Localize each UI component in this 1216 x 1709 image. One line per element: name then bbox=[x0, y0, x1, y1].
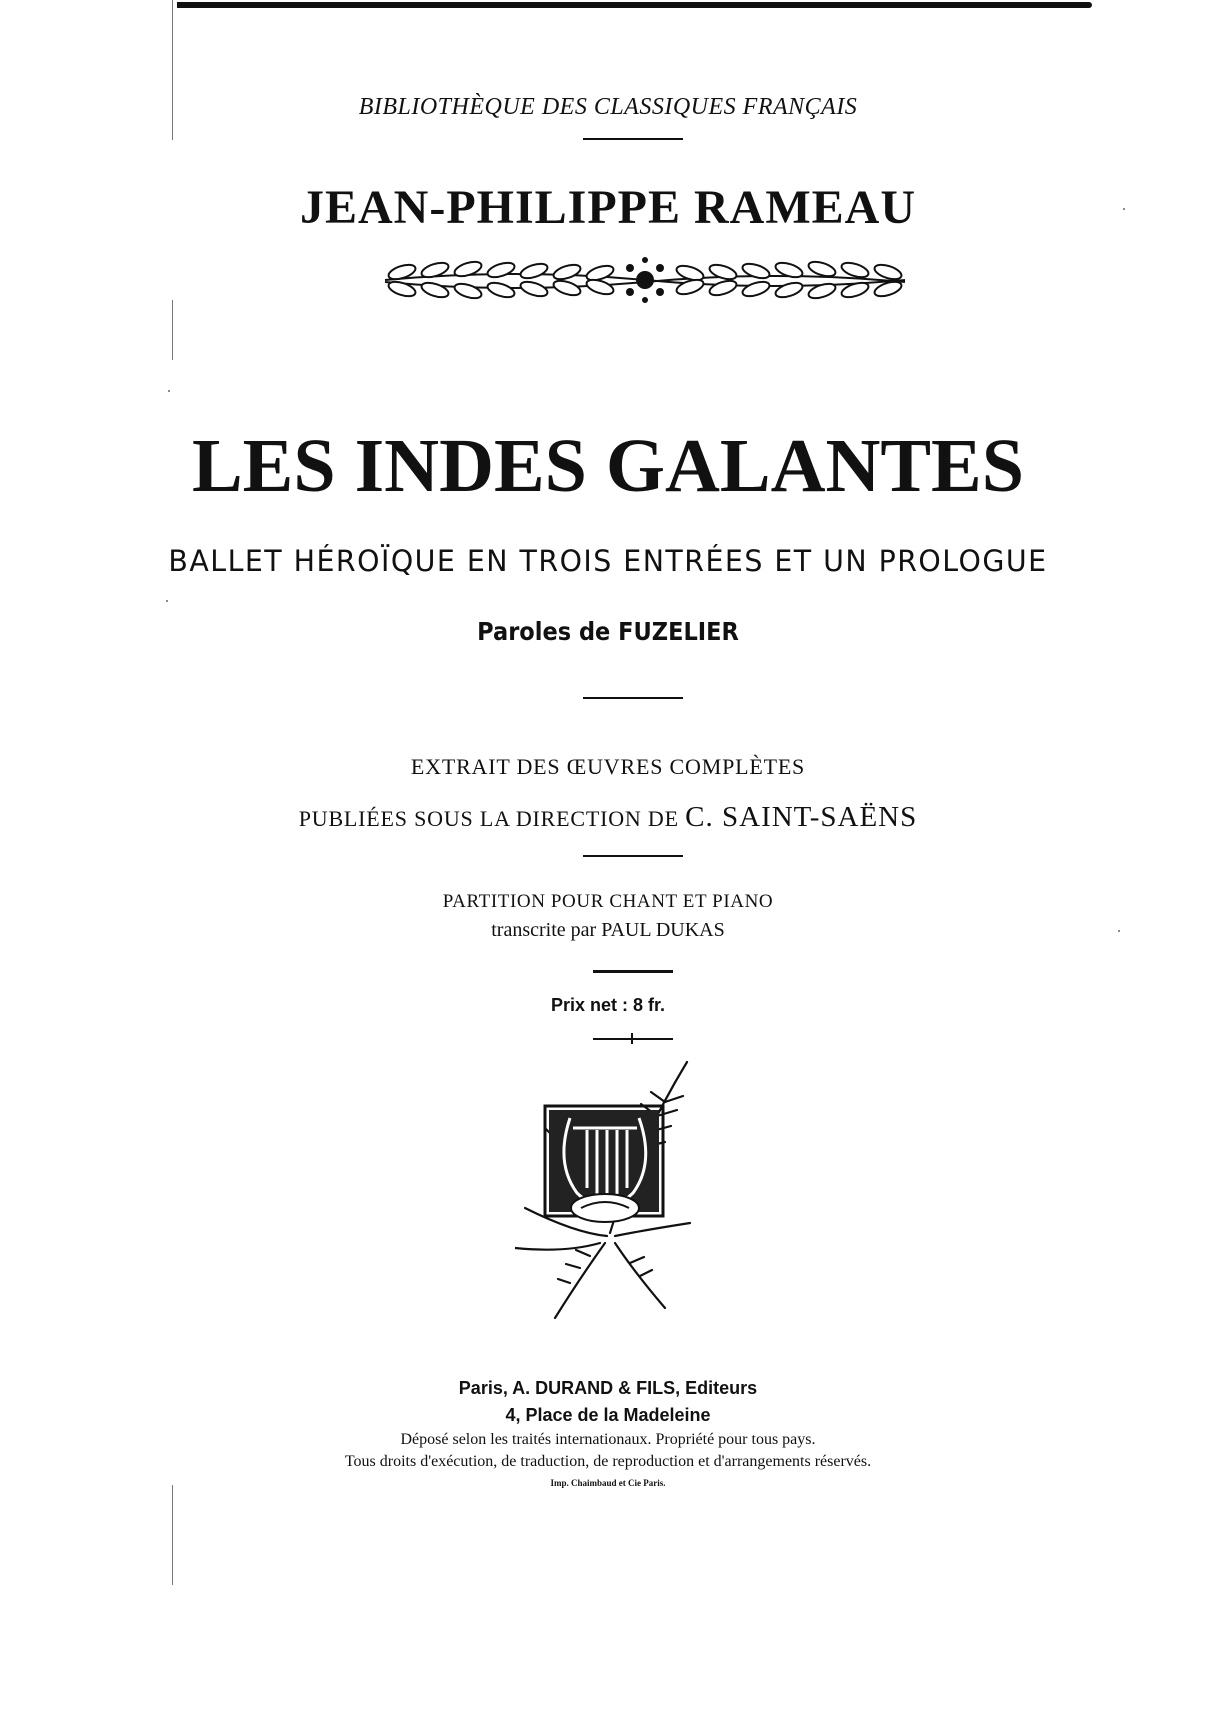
work-title: LES INDES GALANTES bbox=[191, 424, 1025, 508]
composer-name: JEAN-PHILIPPE RAMEAU bbox=[300, 181, 916, 234]
price-line: Prix net : 8 fr. bbox=[550, 995, 666, 1015]
librettist-credit: Paroles de FUZELIER bbox=[477, 617, 739, 646]
left-edge-mark bbox=[172, 1485, 173, 1585]
edition-direction-line bbox=[0, 801, 1216, 834]
top-border-rule bbox=[177, 2, 1092, 8]
divider-rule bbox=[593, 1038, 673, 1040]
work-subtitle: BALLET HÉROÏQUE EN TROIS ENTRÉES ET UN PROLOGUE bbox=[168, 544, 1048, 578]
legal-notice-1: Déposé selon les traités internationaux. Propriété pour tous pays. bbox=[400, 1431, 816, 1448]
printer-credit: Imp. Chaimbaud et Cie Paris. bbox=[550, 1478, 666, 1488]
publisher-address: 4, Place de la Madeleine bbox=[505, 1405, 711, 1425]
series-title: BIBLIOTHÈQUE DES CLASSIQUES FRANÇAIS bbox=[358, 94, 858, 120]
divider-rule bbox=[593, 970, 673, 973]
lyre-with-palm-fronds-emblem bbox=[515, 1058, 700, 1330]
divider-tick bbox=[631, 1033, 633, 1044]
publisher-name: Paris, A. DURAND & FILS, Editeurs bbox=[458, 1378, 758, 1398]
transcriber-line: transcrite par PAUL DUKAS bbox=[491, 919, 725, 941]
left-edge-mark bbox=[172, 300, 173, 360]
laurel-garland-ornament bbox=[380, 252, 910, 308]
divider-rule bbox=[583, 855, 683, 857]
divider-rule bbox=[583, 697, 683, 699]
director-name: C. SAINT-SAËNS bbox=[685, 801, 918, 833]
legal-notice-2: Tous droits d'exécution, de traduction, de reproduction et d'arrangements réservés. bbox=[344, 1453, 872, 1470]
arrangement-line: PARTITION POUR CHANT ET PIANO bbox=[442, 891, 774, 912]
speck bbox=[168, 390, 170, 392]
divider-rule bbox=[583, 138, 683, 140]
direction-prefix: PUBLIÉES SOUS LA DIRECTION DE bbox=[298, 806, 679, 831]
edition-extract-line: EXTRAIT DES ŒUVRES COMPLÈTES bbox=[410, 754, 806, 779]
speck bbox=[166, 600, 168, 602]
